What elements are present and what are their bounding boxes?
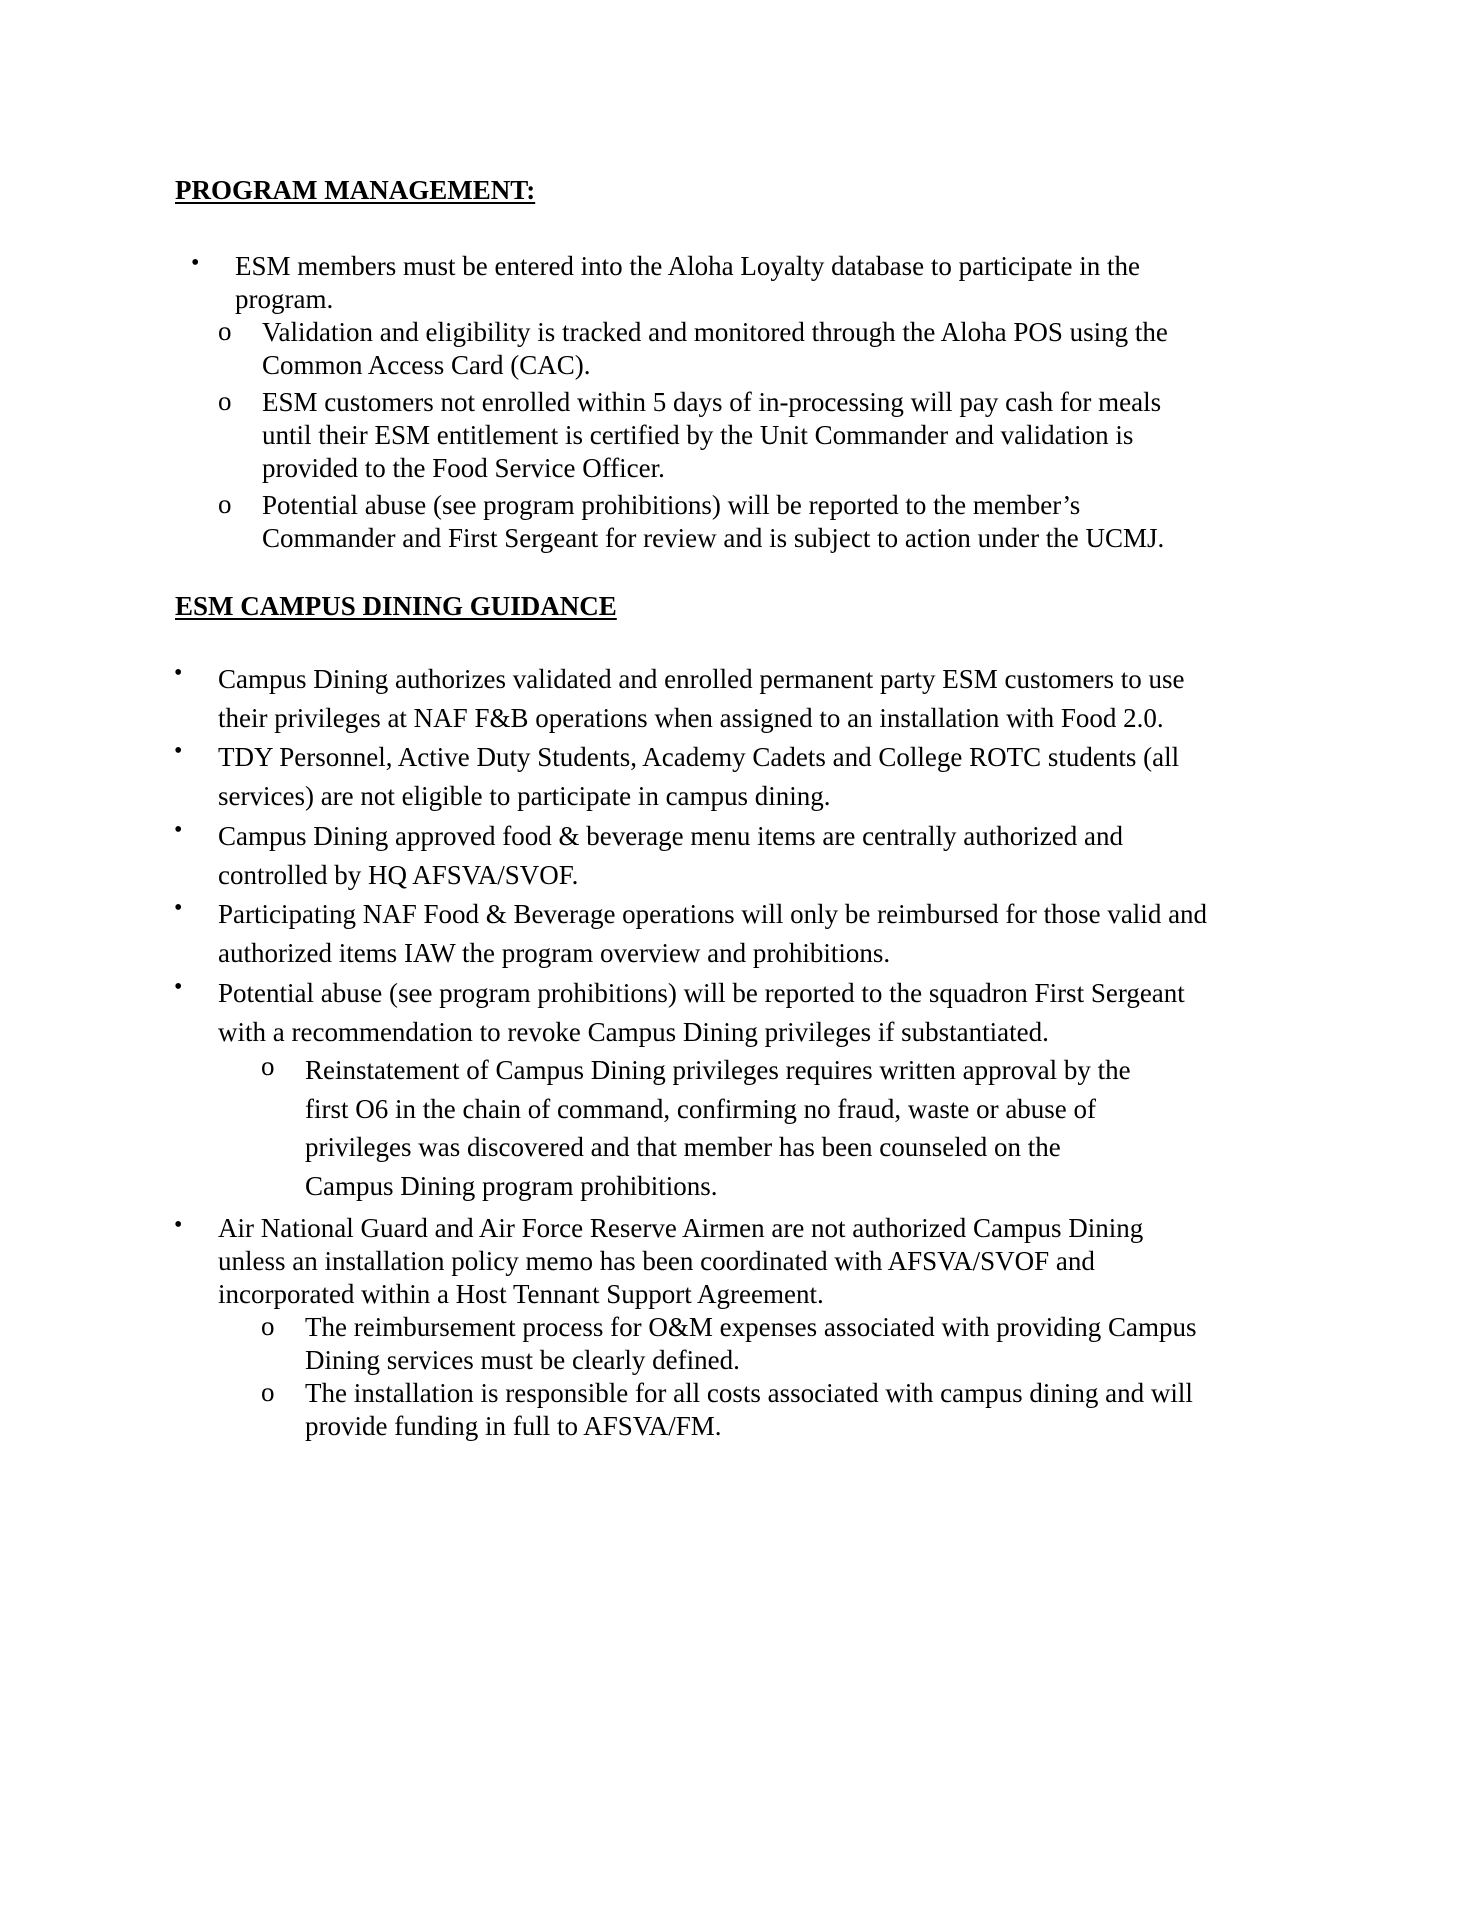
cd-sub-om-reimbursement [261,1311,1197,1377]
cd-bullet-reimbursement [174,895,1208,972]
text-line: authorized items IAW the program overview and prohibitions. [218,937,891,968]
bullet-marker: • [174,1212,183,1238]
campus-dining-heading: ESM CAMPUS DINING GUIDANCE [175,591,617,621]
cd-bullet-abuse [174,974,1185,1051]
text-line: ESM customers not enrolled within 5 days of in-processing will pay cash for meals [262,387,1162,417]
text-line: TDY Personnel, Active Duty Students, Academy Cadets and College ROTC students (all [218,742,1180,772]
text-line: Reinstatement of Campus Dining privileges requires written approval by the [305,1055,1131,1085]
text-line: Potential abuse (see program prohibitions) will be reported to the member’s [262,490,1081,520]
text-line: Campus Dining authorizes validated and enrolled permanent party ESM customers to use [218,664,1185,694]
sub-bullet-marker: o [218,316,232,346]
text-line: first O6 in the chain of command, confirming no fraud, waste or abuse of [305,1093,1097,1124]
sub-bullet-marker: o [218,489,232,519]
text-line: The installation is responsible for all costs associated with campus dining and will [305,1378,1193,1408]
cd-sub-installation-costs [261,1377,1193,1443]
text-line: controlled by HQ AFSVA/SVOF. [218,859,579,890]
cd-bullet-menu-items [174,817,1123,894]
cd-bullet-authorization [174,660,1185,737]
sub-bullet-marker: o [261,1051,275,1081]
text-line: Dining services must be clearly defined. [305,1345,740,1375]
text-line: services) are not eligible to participate in campus dining. [218,780,831,811]
text-line: provide funding in full to AFSVA/FM. [305,1411,722,1441]
text-line: incorporated within a Host Tennant Support Agreement. [218,1279,824,1309]
text-line: their privileges at NAF F&B operations when assigned to an installation with Food 2.0. [218,702,1164,733]
sub-bullet-marker: o [261,1311,275,1341]
text-line: Campus Dining program prohibitions. [305,1170,718,1201]
text-line: program. [235,284,334,314]
bullet-marker: • [174,738,183,764]
program-management-heading: PROGRAM MANAGEMENT: [175,175,536,205]
text-line: until their ESM entitlement is certified by the Unit Commander and validation is [262,420,1134,450]
text-line: Potential abuse (see program prohibitions) will be reported to the squadron First Sergeant [218,978,1185,1008]
pm-sub-validation [218,316,1168,382]
pm-bullet-database [191,250,1141,316]
text-line: ESM members must be entered into the Aloha Loyalty database to participate in the [235,251,1141,281]
text-line: provided to the Food Service Officer. [262,453,665,483]
cd-bullet-eligibility [174,738,1180,815]
bullet-marker: • [174,895,183,921]
bullet-marker: • [191,250,200,276]
text-line: Participating NAF Food & Beverage operations will only be reimbursed for those valid and [218,899,1208,929]
text-line: The reimbursement process for O&M expenses associated with providing Campus [305,1312,1197,1342]
cd-bullet-guard-reserve [174,1212,1144,1311]
text-line: with a recommendation to revoke Campus Dining privileges if substantiated. [218,1016,1049,1047]
cd-sub-reinstatement [261,1051,1131,1205]
text-line: Air National Guard and Air Force Reserve Airmen are not authorized Campus Dining [218,1213,1144,1243]
text-line: unless an installation policy memo has been coordinated with AFSVA/SVOF and [218,1246,1095,1276]
bullet-marker: • [174,817,183,843]
text-line: Commander and First Sergeant for review and is subject to action under the UCMJ. [262,523,1165,553]
bullet-marker: • [174,660,183,686]
text-line: Campus Dining approved food & beverage menu items are centrally authorized and [218,821,1123,851]
sub-bullet-marker: o [218,386,232,416]
text-line: Common Access Card (CAC). [262,350,591,380]
text-line: Validation and eligibility is tracked and monitored through the Aloha POS using the [262,317,1168,347]
sub-bullet-marker: o [261,1377,275,1407]
pm-sub-enrollment [218,386,1162,485]
text-line: privileges was discovered and that member has been counseled on the [305,1132,1061,1163]
pm-sub-abuse [218,489,1165,555]
bullet-marker: • [174,974,183,1000]
